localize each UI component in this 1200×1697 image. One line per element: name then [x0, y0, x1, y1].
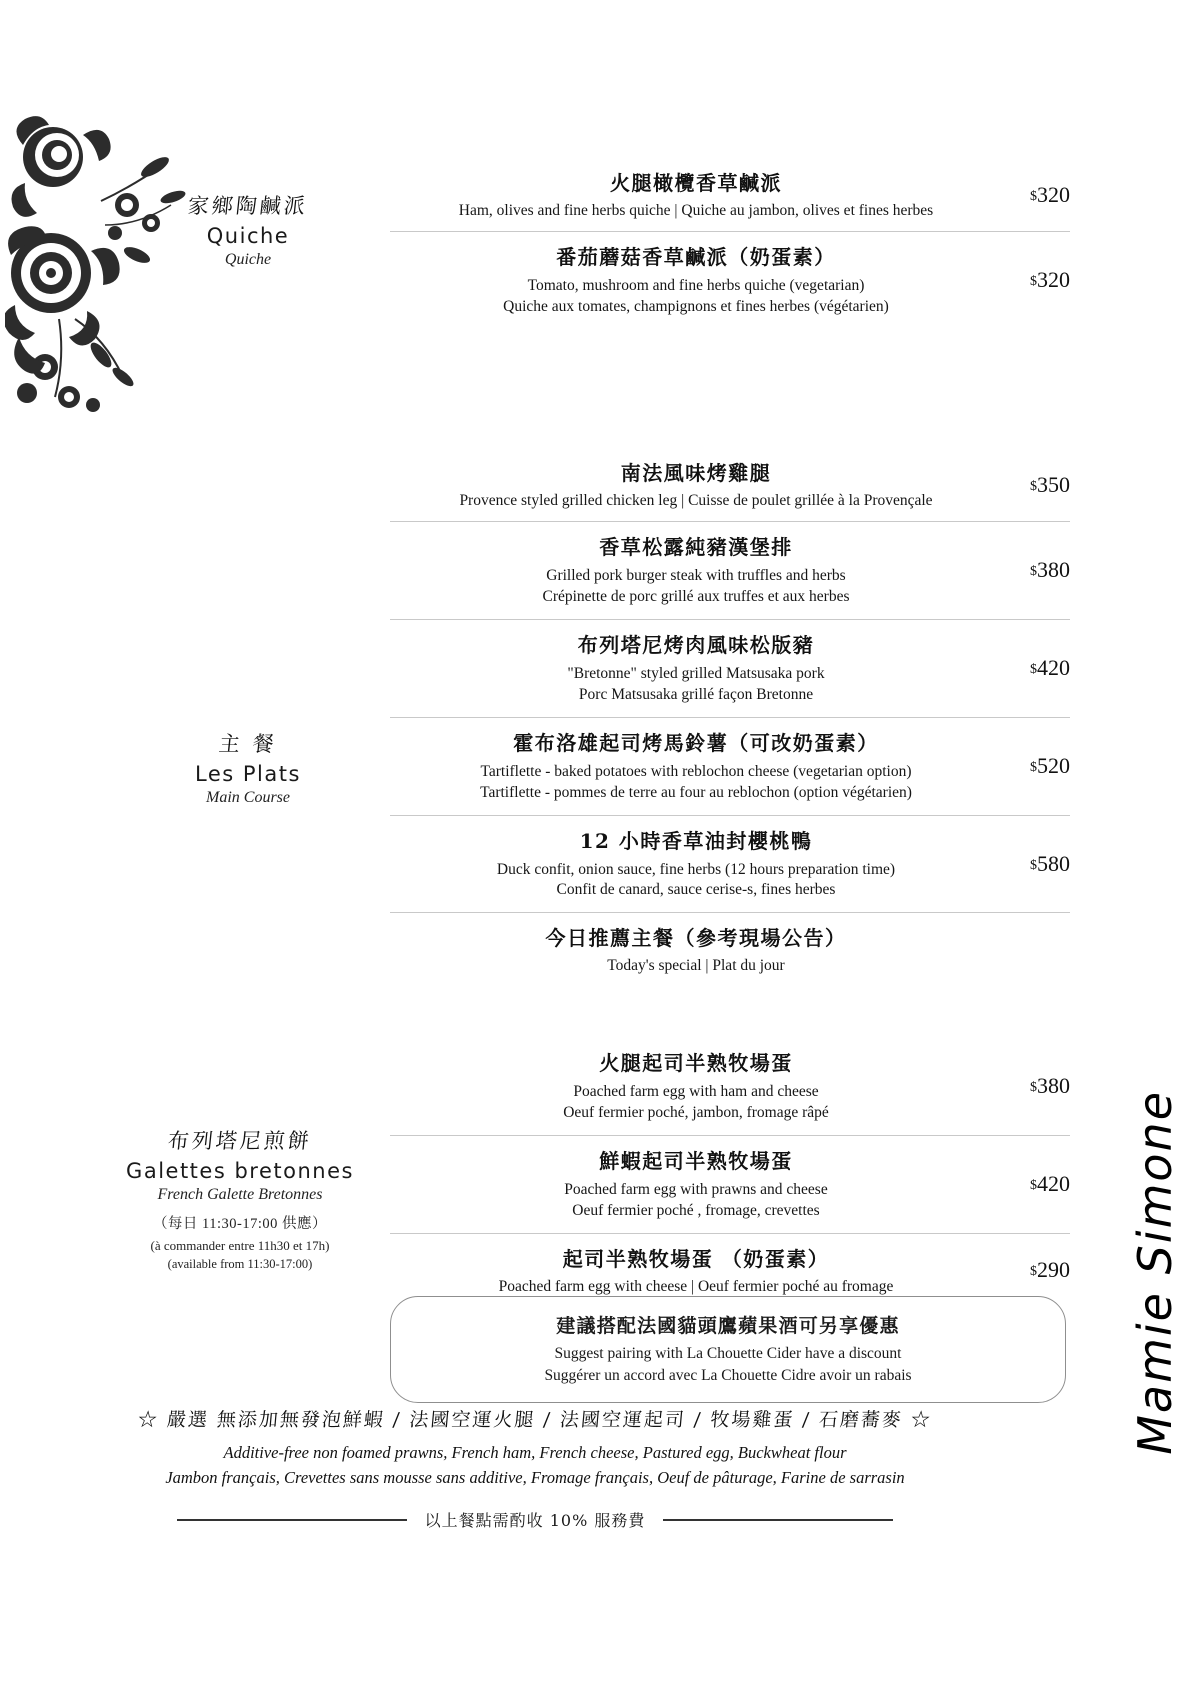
price-value: 290	[1037, 1257, 1070, 1283]
item-price	[1030, 1171, 1070, 1197]
footer-ingredients-fr: Jambon français, Crevettes sans mousse sans additive, Fromage français, Oeuf de pâturage, Farine de sarrasin	[165, 1468, 905, 1487]
section-title-zh: 主 餐	[217, 732, 278, 756]
item-price	[1030, 267, 1070, 293]
item-price	[1030, 753, 1070, 779]
menu-group-main-course	[390, 448, 1070, 986]
section-title-zh: 家鄉陶鹹派	[186, 194, 310, 218]
menu-item[interactable]	[390, 231, 1070, 329]
menu-item[interactable]	[390, 717, 1070, 815]
currency-symbol: $	[1030, 274, 1037, 290]
item-price	[1030, 655, 1070, 681]
currency-symbol: $	[1030, 1264, 1037, 1280]
availability-note-zh: （每日 11:30-17:00 供應）	[152, 1216, 328, 1232]
footer-ingredients-zh: ☆ 嚴選 無添加無發泡鮮蝦 / 法國空運火腿 / 法國空運起司 / 牧場雞蛋 / 石磨蕎麥 ☆	[136, 1409, 933, 1431]
currency-symbol: $	[1030, 564, 1037, 580]
item-name-zh: 鮮蝦起司半熟牧場蛋	[599, 1148, 793, 1173]
item-desc-fr: Porc Matsusaka grillé façon Bretonne	[578, 685, 814, 703]
menu-item[interactable]	[390, 1135, 1070, 1233]
item-name-zh: 今日推薦主餐（參考現場公告）	[545, 926, 847, 951]
item-desc-en: Duck confit, onion sauce, fine herbs (12 hours preparation time)	[496, 860, 896, 878]
section-title-italic: French Galette Bretonnes	[157, 1186, 323, 1203]
menu-item[interactable]	[390, 815, 1070, 913]
item-name-zh: 南法風味烤雞腿	[620, 461, 772, 485]
item-desc-en: Tartiflette - baked potatoes with reblochon cheese (vegetarian option)	[480, 762, 912, 780]
menu-item[interactable]	[390, 521, 1070, 619]
item-desc-fr: Oeuf fermier poché , fromage, crevettes	[572, 1201, 820, 1219]
price-value: 380	[1037, 1073, 1070, 1099]
section-title-zh: 布列塔尼煎餅	[166, 1129, 314, 1153]
item-desc: Provence styled grilled chicken leg | Cuisse de poulet grillée à la Provençale	[459, 492, 933, 509]
footer-ingredients-en: Additive-free non foamed prawns, French ham, French cheese, Pastured egg, Buckwheat flour	[223, 1443, 847, 1462]
price-value: 520	[1037, 753, 1070, 779]
currency-symbol: $	[1030, 478, 1037, 494]
currency-symbol: $	[1030, 188, 1037, 204]
item-desc: Poached farm egg with cheese | Oeuf fermier poché au fromage	[498, 1277, 894, 1295]
item-price	[1030, 182, 1070, 208]
menu-item[interactable]	[390, 448, 1070, 521]
item-name-zh: 12 小時香草油封櫻桃鴨	[579, 828, 813, 853]
item-name-zh: 火腿橄欖香草鹹派	[610, 171, 782, 195]
item-desc-fr: Quiche aux tomates, champignons et fines herbes (végétarien)	[503, 297, 889, 315]
cider-text-fr: Suggérer un accord avec La Chouette Cidre avoir un rabais	[544, 1366, 912, 1384]
item-price	[1030, 472, 1070, 498]
item-desc-en: "Bretonne" styled grilled Matsusaka pork	[567, 664, 825, 682]
brand-name: Mamie Simone	[1128, 1090, 1182, 1455]
service-charge-text: 以上餐點需酌收 10% 服務費	[424, 1511, 646, 1530]
item-desc-fr: Crépinette de porc grillé aux truffes et aux herbes	[542, 587, 850, 605]
currency-symbol: $	[1030, 1178, 1037, 1194]
currency-symbol: $	[1030, 662, 1037, 678]
section-header-main-course	[118, 728, 378, 807]
price-value: 580	[1037, 850, 1070, 876]
menu-item[interactable]	[390, 619, 1070, 717]
item-desc: Ham, olives and fine herbs quiche | Quiche au jambon, olives et fines herbes	[458, 202, 934, 219]
item-name-zh: 霍布洛雄起司烤馬鈴薯（可改奶蛋素）	[513, 730, 879, 755]
price-value: 320	[1037, 181, 1070, 207]
currency-symbol: $	[1030, 857, 1037, 873]
section-title-italic: Main Course	[206, 789, 290, 806]
availability-note-en: (available from 11:30-17:00)	[167, 1257, 313, 1272]
section-header-galettes	[110, 1125, 370, 1274]
menu-item[interactable]	[390, 1038, 1070, 1135]
menu-group-quiche	[390, 158, 1070, 329]
item-desc-en: Poached farm egg with prawns and cheese	[564, 1180, 828, 1198]
price-value: 380	[1037, 557, 1070, 583]
section-availability-note	[110, 1214, 370, 1274]
section-title-latin: Galettes bretonnes	[126, 1159, 354, 1183]
divider-left	[177, 1519, 407, 1521]
menu-group-galettes	[390, 1038, 1070, 1307]
service-charge-note	[0, 1508, 1070, 1531]
price-value: 320	[1037, 267, 1070, 293]
item-name-zh: 起司半熟牧場蛋 （奶蛋素）	[562, 1246, 830, 1271]
item-desc-en: Tomato, mushroom and fine herbs quiche (vegetarian)	[527, 277, 865, 294]
section-title-italic: Quiche	[224, 251, 272, 268]
item-price	[1030, 557, 1070, 583]
currency-symbol: $	[1030, 1080, 1037, 1096]
section-header-quiche	[118, 190, 378, 269]
cider-text-en: Suggest pairing with La Chouette Cider have a discount	[554, 1345, 902, 1362]
item-desc: Today's special | Plat du jour	[607, 957, 785, 975]
item-price	[1030, 1073, 1070, 1099]
item-name-zh: 番茄蘑菇香草鹹派（奶蛋素）	[556, 245, 836, 269]
cider-pairing-box[interactable]	[390, 1296, 1066, 1403]
item-name-zh: 火腿起司半熟牧場蛋	[599, 1051, 793, 1075]
item-name-zh: 香草松露純豬漢堡排	[599, 535, 793, 559]
item-desc-en: Poached farm egg with ham and cheese	[573, 1083, 819, 1100]
menu-item[interactable]	[390, 912, 1070, 986]
availability-note-fr: (à commander entre 11h30 et 17h)	[150, 1237, 330, 1253]
item-desc-fr: Oeuf fermier poché, jambon, fromage râpé	[563, 1103, 829, 1121]
currency-symbol: $	[1030, 760, 1037, 776]
price-value: 420	[1037, 1171, 1070, 1197]
item-name-zh: 布列塔尼烤肉風味松版豬	[577, 632, 815, 657]
price-value: 350	[1037, 471, 1070, 497]
section-title-latin: Quiche	[206, 224, 290, 248]
item-price	[1030, 1257, 1070, 1283]
menu-item[interactable]	[390, 158, 1070, 231]
cider-text-zh: 建議搭配法國貓頭鷹蘋果酒可另享優惠	[556, 1315, 900, 1337]
item-desc-en: Grilled pork burger steak with truffles and herbs	[546, 567, 846, 584]
item-price	[1030, 851, 1070, 877]
item-desc-fr: Tartiflette - pommes de terre au four au reblochon (option végétarien)	[480, 783, 912, 801]
section-title-latin: Les Plats	[195, 762, 301, 786]
divider-right	[663, 1519, 893, 1521]
item-desc-fr: Confit de canard, sauce cerise-s, fines herbes	[556, 881, 836, 899]
price-value: 420	[1037, 655, 1070, 681]
